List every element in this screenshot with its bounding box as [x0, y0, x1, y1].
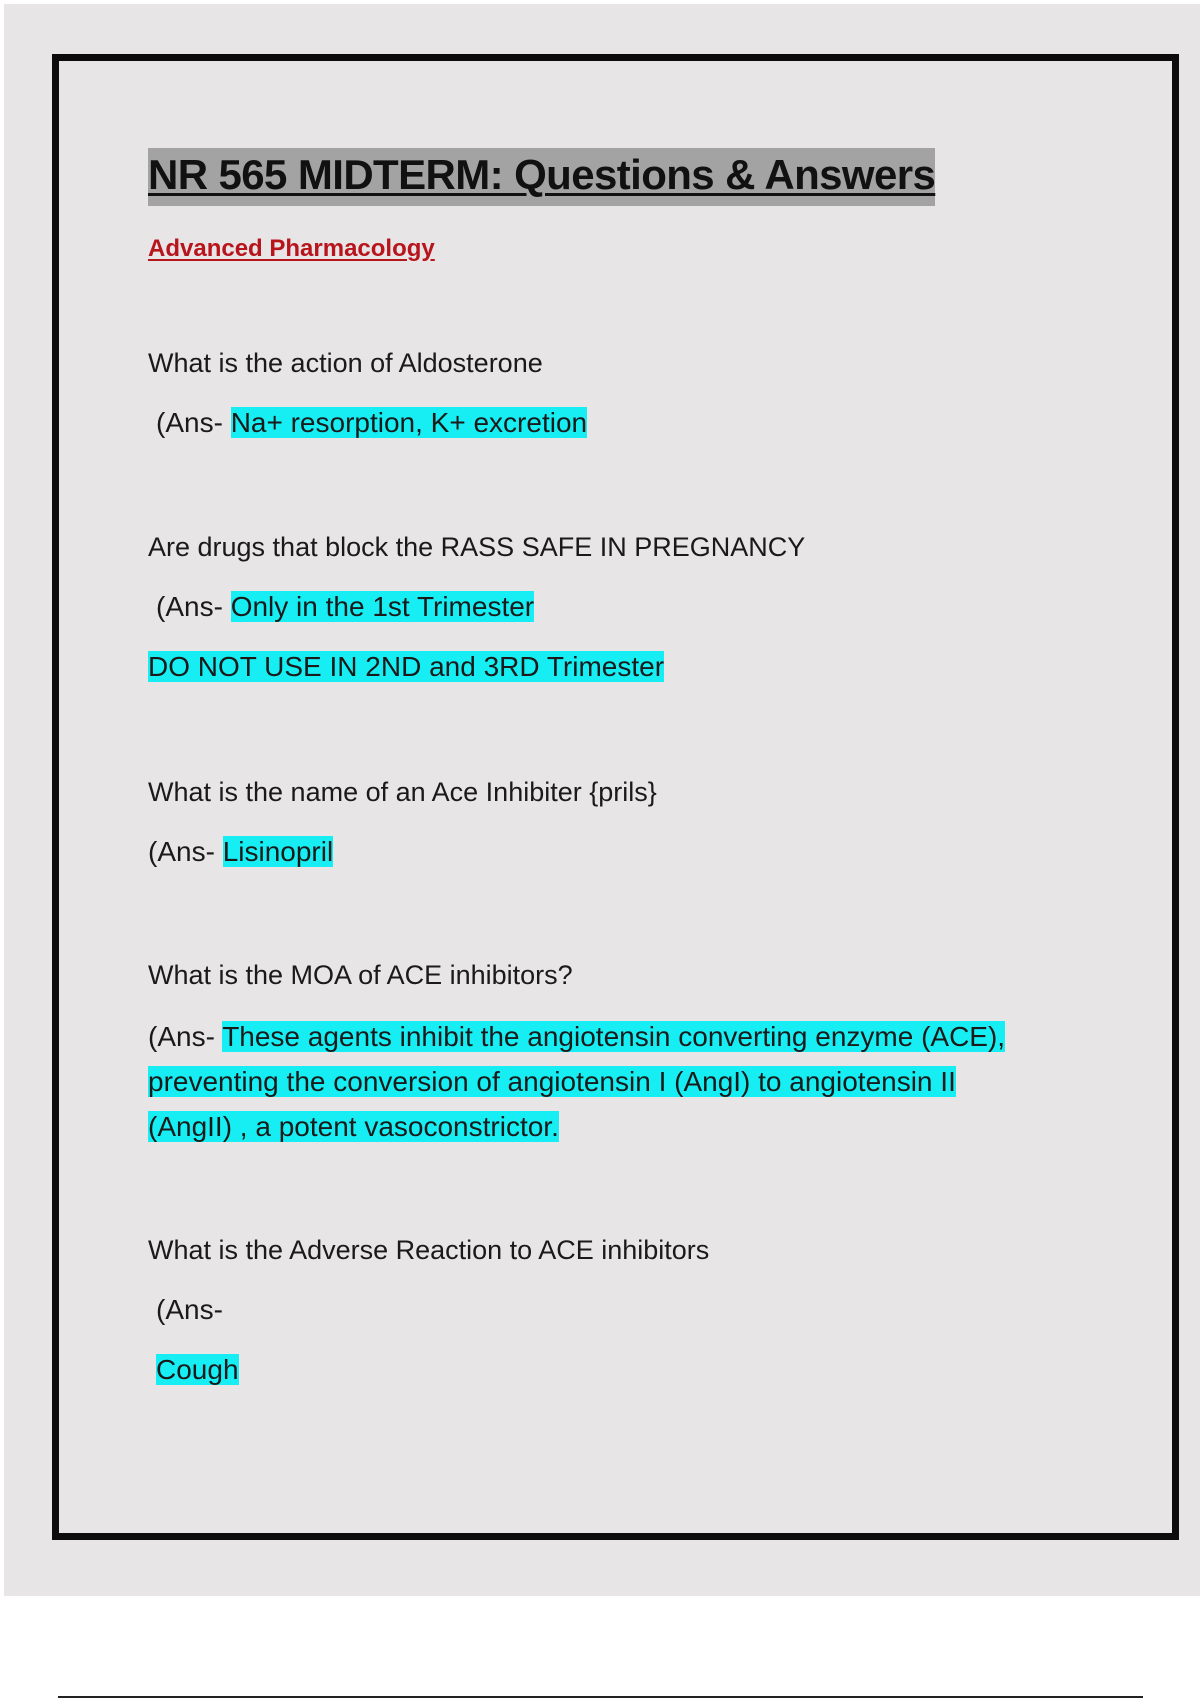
answer-line: [148, 590, 1088, 624]
qa-item-5: [148, 1233, 1088, 1387]
answer-line: [148, 835, 1088, 869]
answer-highlight: (AngII) , a potent vasoconstrictor.: [148, 1111, 559, 1142]
answer-line-2: [148, 1353, 1088, 1387]
question-text: What is the Adverse Reaction to ACE inhibitors: [148, 1235, 710, 1265]
answer-line: [148, 1293, 1088, 1327]
qa-item-1: [148, 346, 1088, 440]
answer-highlight: preventing the conversion of angiotensin I (AngI) to angiotensin II: [148, 1066, 956, 1097]
footer-rule: [58, 1696, 1143, 1698]
answer-highlight: Cough: [156, 1354, 239, 1385]
question-text: What is the MOA of ACE inhibitors?: [148, 960, 573, 990]
answer-block: [148, 1014, 1088, 1149]
answer-highlight: Lisinopril: [222, 836, 334, 867]
document-subtitle: Advanced Pharmacology: [148, 235, 435, 262]
answer-highlight: These agents inhibit the angiotensin converting enzyme (ACE),: [222, 1021, 1006, 1052]
qa-item-3: [148, 775, 1088, 869]
qa-item-2: [148, 530, 1088, 684]
document-title: NR 565 MIDTERM: Questions & Answers: [148, 148, 935, 206]
answer-line-2: [148, 650, 1088, 684]
question-text: Are drugs that block the RASS SAFE IN PREGNANCY: [148, 532, 806, 562]
answer-prefix: (Ans-: [156, 591, 223, 622]
answer-prefix: (Ans-: [148, 1021, 215, 1052]
answer-highlight: Only in the 1st Trimester: [230, 591, 535, 622]
document-content: [148, 148, 1088, 264]
answer-highlight: Na+ resorption, K+ excretion: [230, 407, 588, 438]
qa-item-4: [148, 958, 1088, 1149]
answer-prefix: (Ans-: [156, 407, 223, 438]
question-text: What is the name of an Ace Inhibiter {prils}: [148, 777, 657, 807]
answer-prefix: (Ans-: [148, 836, 215, 867]
answer-highlight: DO NOT USE IN 2ND and 3RD Trimester: [148, 651, 665, 682]
question-text: What is the action of Aldosterone: [148, 348, 543, 378]
answer-prefix: (Ans-: [156, 1294, 223, 1325]
answer-line: [148, 406, 1088, 440]
